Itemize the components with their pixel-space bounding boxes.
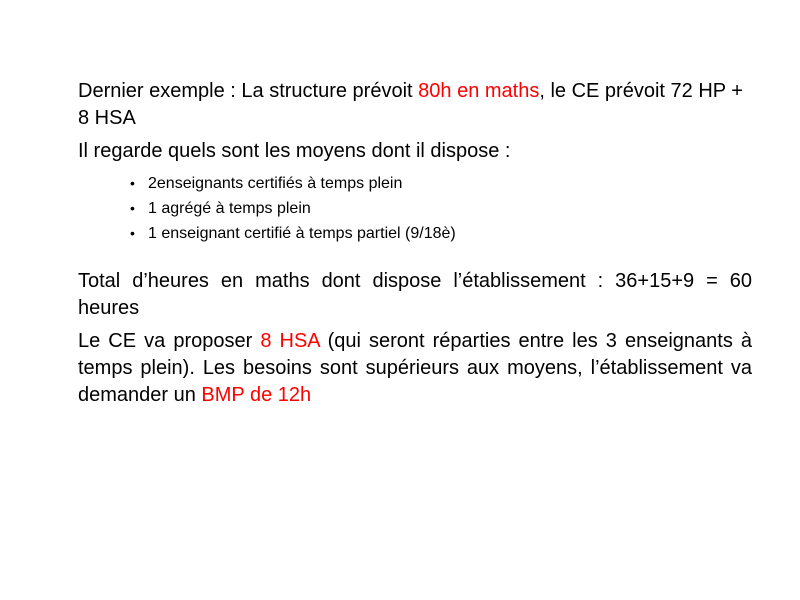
total-hours-paragraph: Total d’heures en maths dont dispose l’établissement : 36+15+9 = 60 heures [78, 270, 752, 319]
list-item [130, 196, 752, 221]
proposal-highlight-hsa: 8 HSA [260, 330, 320, 352]
list-item-text: 2enseignants certifiés à temps plein [148, 175, 403, 192]
bullet-icon: • [130, 200, 135, 216]
list-item-text: 1 agrégé à temps plein [148, 200, 311, 217]
proposal-text-start: Le CE va proposer [78, 330, 261, 352]
list-item [130, 221, 752, 246]
bullet-icon: • [130, 225, 135, 241]
means-intro-paragraph: Il regarde quels sont les moyens dont il dispose : [78, 140, 511, 162]
teachers-list [78, 171, 752, 246]
example-highlight-80h: 80h en maths [418, 80, 540, 102]
example-paragraph [78, 78, 752, 132]
slide-content [78, 78, 752, 415]
list-item-text: 1 enseignant certifié à temps partiel (9/18è) [148, 225, 456, 242]
list-item [130, 171, 752, 196]
bullet-icon: • [130, 175, 135, 191]
proposal-paragraph [78, 328, 752, 409]
proposal-text-middle: (qui seront réparties entre les 3 enseignants à temps plein). Les besoins sont supérieurs aux moyens, l’établissement va demander un [78, 330, 752, 406]
example-text-end: , le CE prévoit 72 HP + 8 HSA [78, 80, 743, 129]
proposal-highlight-bmp: BMP de 12h [201, 384, 312, 406]
spacer [78, 246, 752, 268]
example-text-start: Dernier exemple : La structure prévoit [78, 80, 419, 102]
